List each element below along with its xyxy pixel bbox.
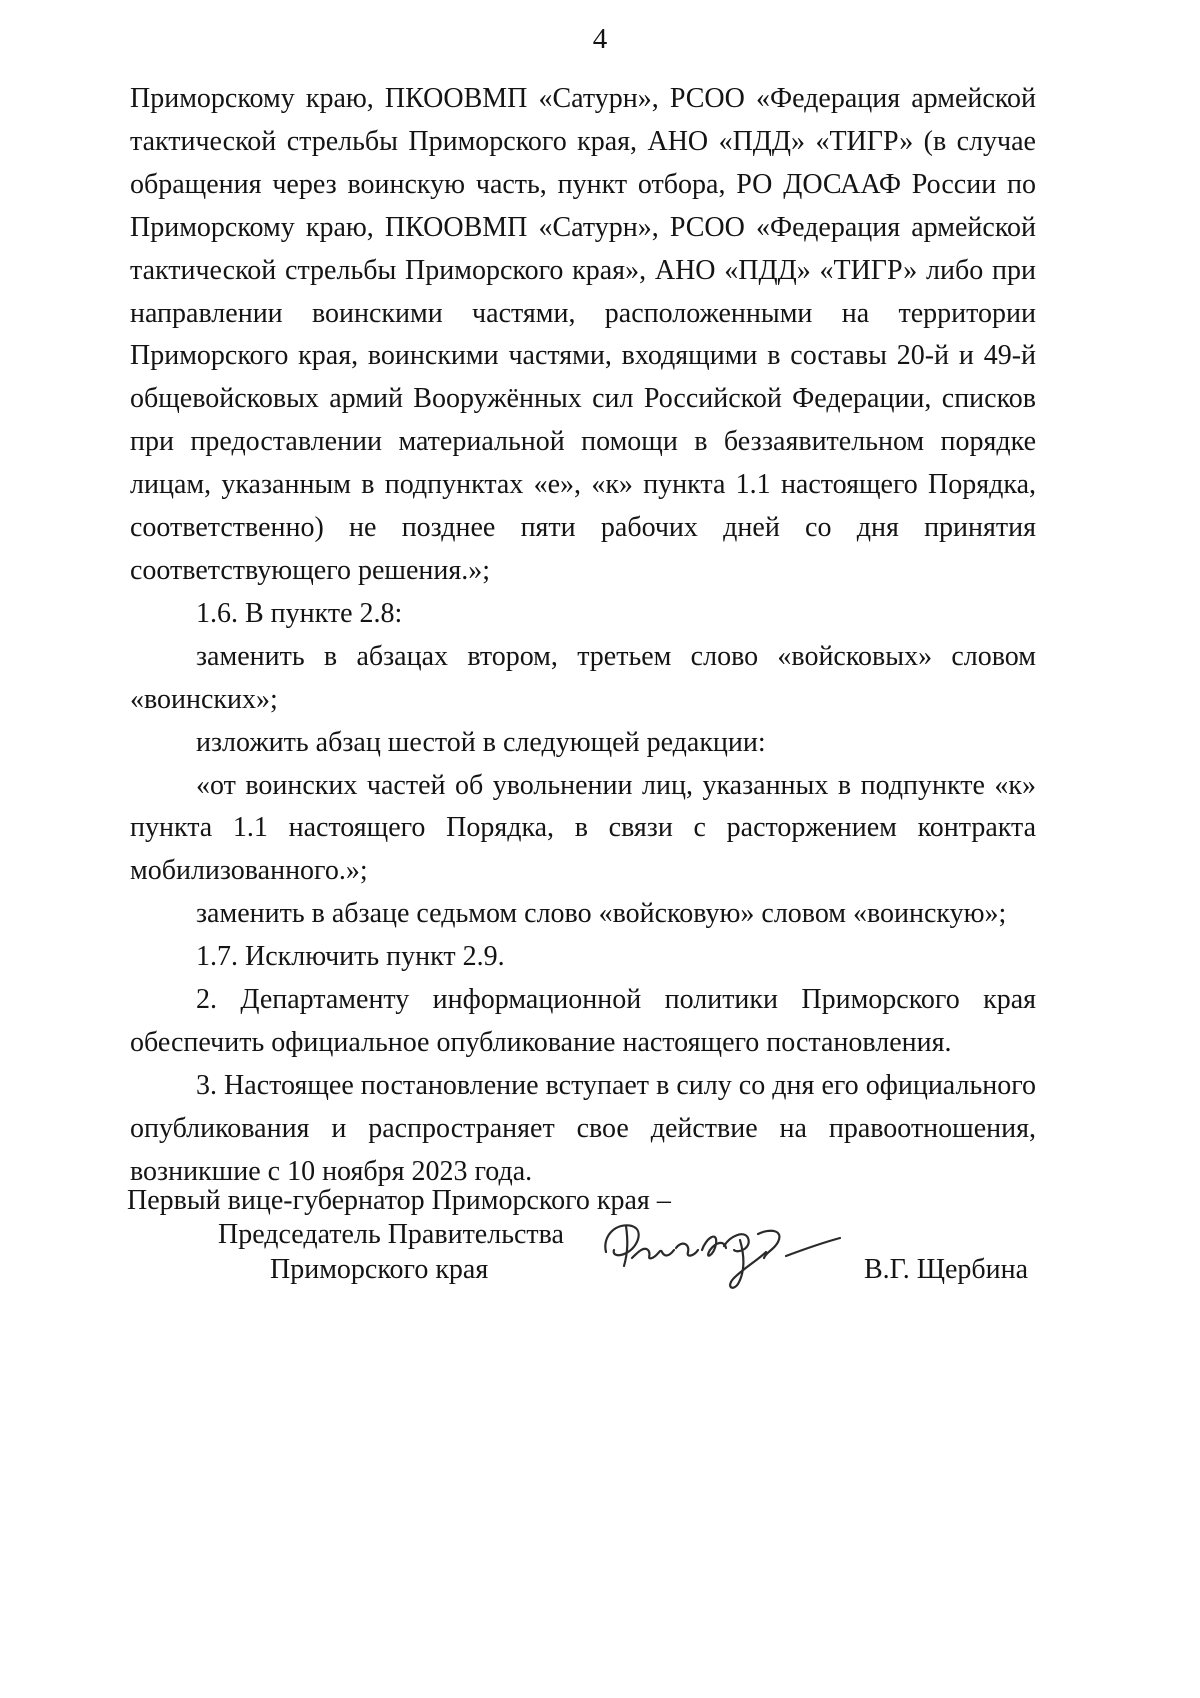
paragraph-replace-voiskovyh: заменить в абзацах втором, третьем слово «войсковых» словом «воинских»; — [130, 640, 1036, 715]
signer-position-line-2: Председатель Правительства — [218, 1219, 564, 1250]
paragraph-replace-voiskovuyu: заменить в абзаце седьмом слово «войсковую» словом «воинскую»; — [196, 898, 1007, 930]
paragraph-item-3: 3. Настоящее постановление вступает в силу со дня его официального опубликования и распространяет свое действие на правоотношения, возникшие с 10 ноября 2023 года. — [130, 1069, 1036, 1187]
signer-name: В.Г. Щербина — [864, 1254, 1029, 1285]
paragraph-abzac-shestoy: изложить абзац шестой в следующей редакции: — [196, 726, 766, 758]
paragraph-quote-new-text: «от воинских частей об увольнении лиц, указанных в подпункте «к» пункта 1.1 настоящего Порядка, в связи с расторжением контракта мобилизованного.»; — [130, 769, 1036, 887]
handwritten-signature-icon — [598, 1200, 858, 1300]
paragraph-item-1-7: 1.7. Исключить пункт 2.9. — [196, 941, 505, 973]
page-number: 4 — [592, 23, 608, 55]
paragraph-item-1-6: 1.6. В пункте 2.8: — [196, 597, 403, 629]
signer-position-line-3: Приморского края — [270, 1254, 489, 1285]
paragraph-continuation: Приморскому краю, ПКООВМП «Сатурн», РСОО «Федерация армейской тактической стрельбы Приморского края, АНО «ПДД» «ТИГР» (в случае обращения через воинскую часть, пункт отбора, РО ДОСААФ России по Приморскому краю, ПКООВМП «Сатурн», РСОО «Федерация армейской тактической стрельбы Приморского края», АНО «ПДД» «ТИГР» либо при направлении воинскими частями, расположенными на территории Приморского края, воинскими частями, входящими в составы 20-й и 49-й общевойсковых армий Вооружённых сил Российской Федерации, списков при предоставлении материальной помощи в беззаявительном порядке лицам, указанным в подпунктах «е», «к» пункта 1.1 настоящего Порядка, соответственно) не позднее пяти рабочих дней со дня принятия соответствующего решения.»; — [130, 83, 1036, 586]
paragraph-item-2: 2. Департаменту информационной политики Приморского края обеспечить официальное опубликование настоящего постановления. — [130, 984, 1036, 1058]
document-body — [130, 78, 1036, 1194]
signature-block — [0, 1172, 1200, 1312]
signer-position-line-1: Первый вице-губернатор Приморского края – — [127, 1185, 671, 1216]
